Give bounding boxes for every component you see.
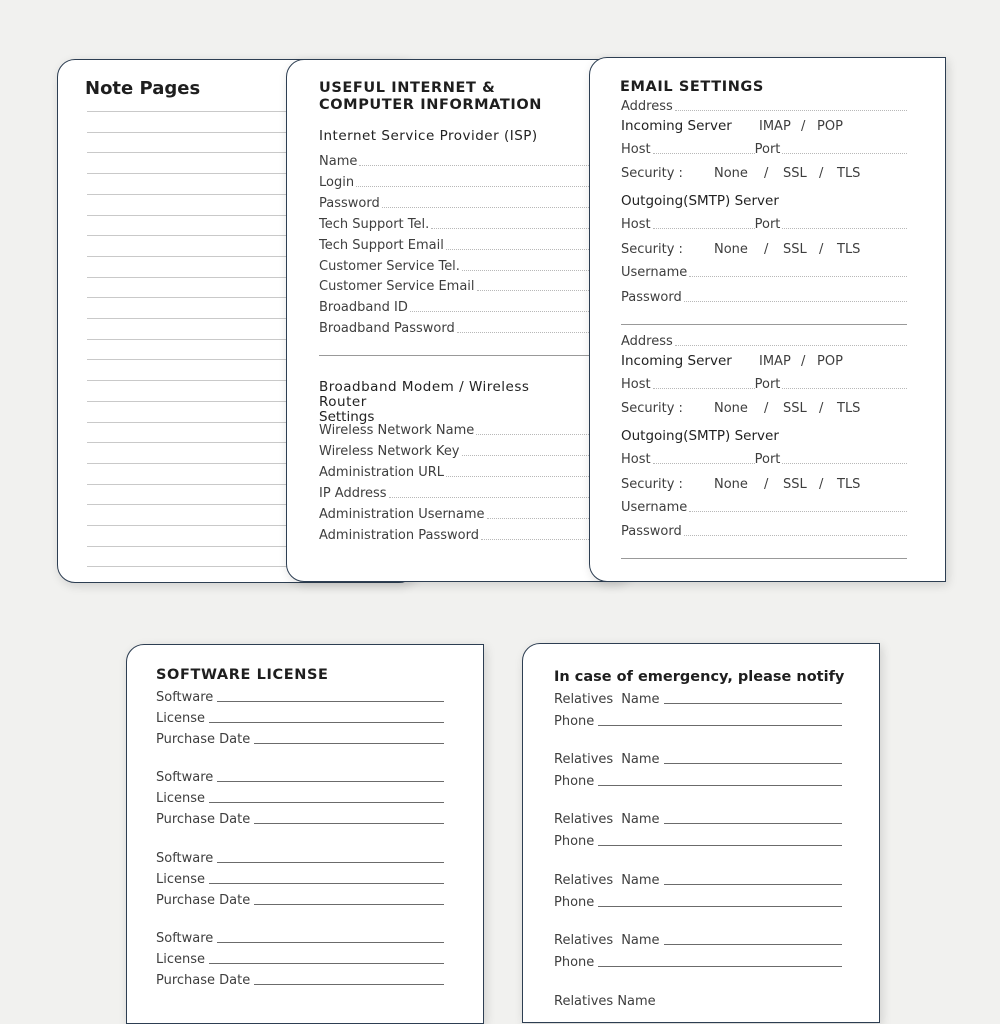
field-line [675,344,907,346]
field-row [621,99,907,114]
port-label: Port [754,452,781,467]
field-row [319,279,619,294]
field-label: Software [156,690,214,705]
option-ssl: SSL [783,477,807,492]
field-line [653,387,755,389]
field-label: Wireless Network Name [319,423,475,438]
field-label: Login [319,174,355,190]
field-label: Administration Username [319,506,485,522]
partial-relative-row: Relatives Name [554,994,656,1009]
field-line [209,721,444,723]
page-title: EMAIL SETTINGS [620,79,764,95]
page-title: Note Pages [85,78,201,99]
field-row [319,423,619,438]
field-row [156,893,444,908]
security-label: Security : [621,166,683,181]
field-row [621,334,907,349]
field-label: License [156,791,206,806]
field-row [319,528,619,543]
option-none: None [714,166,748,181]
field-line [664,762,842,764]
field-line [664,883,842,885]
field-line [598,784,842,786]
option-ssl: SSL [783,401,807,416]
phone-row [554,834,842,849]
relatives-label: Relatives [554,752,614,767]
field-label: Password [319,195,380,211]
field-line [653,152,755,154]
host-port-row [621,452,907,467]
relative-name-row [554,692,842,707]
field-label: Username [621,500,688,515]
field-row [319,175,619,190]
field-label: License [156,872,206,887]
phone-row [554,895,842,910]
field-line [684,534,907,536]
software-license-page [126,644,484,1024]
option-none: None [714,477,748,492]
field-line [653,462,755,464]
field-line [664,702,842,704]
option-tls: TLS [837,477,861,492]
relatives-label: Relatives [554,692,614,707]
field-row [156,690,444,705]
phone-row [554,714,842,729]
outgoing-server-label: Outgoing(SMTP) Server [621,428,779,444]
field-row [156,732,444,747]
router-heading [319,380,581,425]
field-line [217,780,444,782]
field-label: Purchase Date [156,732,251,747]
option-tls: TLS [837,166,861,181]
divider [621,558,907,559]
field-row [621,500,907,515]
separator: / [801,354,806,369]
field-line [254,983,444,985]
field-row [319,217,619,232]
field-line [689,510,907,512]
phone-label: Phone [554,955,595,970]
relatives-label: Relatives [554,933,614,948]
host-label: Host [621,452,651,467]
field-row [319,444,619,459]
title-line-1: USEFUL INTERNET & [319,80,496,96]
field-label: Administration Password [319,527,479,543]
field-line [782,462,907,464]
relative-name-row [554,873,842,888]
field-label: Broadband ID [319,300,408,316]
relatives-label: Relatives [554,873,614,888]
field-label: Username [621,265,688,280]
field-row [621,265,907,280]
separator: / [819,477,824,492]
host-label: Host [621,377,651,392]
field-line [209,801,444,803]
field-label: License [156,952,206,967]
phone-label: Phone [554,714,595,729]
field-label: Purchase Date [156,812,251,827]
phone-row [554,955,842,970]
field-row [156,851,444,866]
phone-label: Phone [554,834,595,849]
port-label: Port [754,377,781,392]
separator: / [764,401,769,416]
field-row [156,711,444,726]
separator: / [819,166,824,181]
field-label: Purchase Date [156,893,251,908]
field-row [156,812,444,827]
field-label: Password [621,290,682,305]
name-label: Name [621,873,660,888]
field-line [209,962,444,964]
field-label: License [156,711,206,726]
field-label: Customer Service Email [319,279,475,295]
name-label: Name [621,933,660,948]
incoming-server-label: Incoming Server [621,353,732,369]
router-heading-line-1: Broadband Modem / Wireless Router [319,379,530,410]
phone-label: Phone [554,895,595,910]
field-label: Administration URL [319,464,445,480]
title-line-2: COMPUTER INFORMATION [319,97,543,113]
relative-name-row [554,933,842,948]
field-row [156,770,444,785]
field-label: Purchase Date [156,973,251,988]
field-label: Customer Service Tel. [319,258,460,274]
separator: / [764,166,769,181]
page-title [319,80,542,114]
field-line [209,882,444,884]
field-label: IP Address [319,485,387,501]
field-row [319,300,619,315]
field-row [156,872,444,887]
host-port-row [621,217,907,232]
relative-name-row [554,752,842,767]
field-label: Software [156,770,214,785]
field-label: Address [621,99,673,114]
field-line [254,742,444,744]
field-line [675,109,907,111]
outgoing-server-label: Outgoing(SMTP) Server [621,193,779,209]
field-line [598,965,842,967]
field-label: Password [621,524,682,539]
field-line [689,275,907,277]
field-row [319,259,619,274]
field-line [217,700,444,702]
field-row [319,238,619,253]
field-row [319,321,619,336]
field-line [389,496,619,498]
field-row [319,196,619,211]
security-label: Security : [621,401,683,416]
separator: / [764,242,769,257]
field-line [782,152,907,154]
name-label: Name [621,812,660,827]
field-line [217,941,444,943]
separator: / [819,242,824,257]
router-heading-line-2: Settings [319,409,375,425]
isp-heading: Internet Service Provider (ISP) [319,128,538,144]
field-row [156,931,444,946]
field-line [664,943,842,945]
field-label: Broadband Password [319,321,455,337]
internet-info-page [286,59,631,582]
port-label: Port [754,142,781,157]
option-ssl: SSL [783,166,807,181]
field-line [356,185,619,187]
option-none: None [714,242,748,257]
field-line [217,861,444,863]
field-line [359,164,619,166]
option-imap: IMAP [759,354,791,369]
security-label: Security : [621,242,683,257]
incoming-server-label: Incoming Server [621,118,732,134]
separator: / [819,401,824,416]
field-label: Software [156,931,214,946]
emergency-page [522,643,880,1023]
field-label: Wireless Network Key [319,443,460,459]
option-ssl: SSL [783,242,807,257]
field-row [156,952,444,967]
field-line [598,905,842,907]
email-settings-page [589,57,946,582]
field-label: Name [319,154,358,169]
field-row [156,791,444,806]
field-label: Software [156,851,214,866]
field-line [653,227,755,229]
host-label: Host [621,217,651,232]
page-title: SOFTWARE LICENSE [156,667,329,683]
option-pop: POP [817,354,843,369]
field-line [782,227,907,229]
relatives-label: Relatives [554,812,614,827]
relative-name-row [554,812,842,827]
field-line [382,206,619,208]
field-row [319,486,619,501]
security-label: Security : [621,477,683,492]
field-row [319,465,619,480]
port-label: Port [754,217,781,232]
name-label: Name [621,692,660,707]
field-line [598,844,842,846]
separator: / [801,119,806,134]
field-row [319,154,619,169]
field-line [254,822,444,824]
field-row [319,507,619,522]
phone-label: Phone [554,774,595,789]
field-label: Address [621,334,673,349]
option-imap: IMAP [759,119,791,134]
field-label: Tech Support Tel. [319,216,430,232]
field-line [410,310,619,312]
field-line [664,822,842,824]
phone-row [554,774,842,789]
field-row [621,524,907,539]
field-label: Tech Support Email [319,237,444,253]
divider [319,355,619,356]
host-label: Host [621,142,651,157]
option-tls: TLS [837,242,861,257]
host-port-row [621,142,907,157]
option-pop: POP [817,119,843,134]
option-tls: TLS [837,401,861,416]
field-line [684,300,907,302]
separator: / [764,477,769,492]
divider [621,324,907,325]
field-line [598,724,842,726]
field-line [782,387,907,389]
name-label: Name [621,752,660,767]
host-port-row [621,377,907,392]
field-row [156,973,444,988]
field-row [621,290,907,305]
page-title: In case of emergency, please notify [554,669,845,685]
option-none: None [714,401,748,416]
field-line [254,903,444,905]
